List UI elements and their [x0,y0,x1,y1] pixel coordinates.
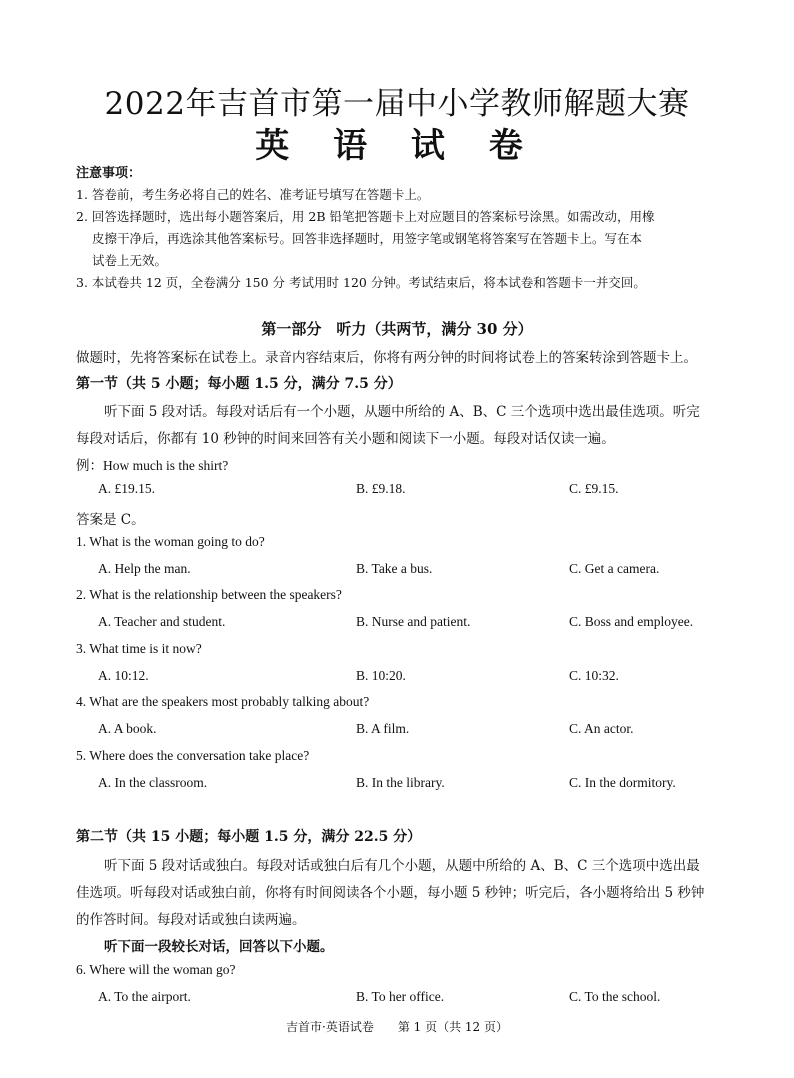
q6-option-b: B. To her office. [356,989,445,1004]
q3-option-c: C. 10:32. [569,668,619,683]
section2-instr-3: 的作答时间。每段对话或独白读两遍。 [76,912,306,928]
q1-option-b: B. Take a bus. [356,561,433,576]
example-option-a: A. £19.15. [98,481,155,496]
exam-subtitle: 英 语 试 卷 [255,126,539,166]
q6-option-c: C. To the school. [569,989,661,1004]
q4-option-c: C. An actor. [569,721,634,736]
notice-line-2c: 试卷上无效。 [92,253,168,268]
q3-option-a: A. 10:12. [98,668,149,683]
section1-instr-2: 每段对话后，你都有 10 秒钟的时间来回答有关小题和阅读下一小题。每段对话仅读一遍。 [76,431,615,447]
q4-option-b: B. A film. [356,721,410,736]
question-3: 3. What time is it now? [76,641,202,656]
question-2: 2. What is the relationship between the speakers? [76,587,342,602]
notice-line-3: 3. 本试卷共 12 页，全卷满分 150 分 考试用时 120 分钟。考试结束后，将本试卷和答题卡一并交回。 [76,275,646,290]
q1-option-a: A. Help the man. [98,561,191,576]
notice-line-1: 1. 答卷前，考生务必将自己的姓名、准考证号填写在答题卡上。 [76,187,430,202]
notice-line-2a: 2. 回答选择题时，选出每小题答案后，用 2B 铅笔把答题卡上对应题目的答案标号涂黑。如需改动，用橡 [76,209,655,224]
example-question: 例：How much is the shirt? [76,458,229,473]
q2-option-a: A. Teacher and student. [98,614,226,629]
q2-option-c: C. Boss and employee. [569,614,694,629]
question-5: 5. Where does the conversation take place? [76,748,310,763]
question-1: 1. What is the woman going to do? [76,534,265,549]
question-6: 6. Where will the woman go? [76,962,236,977]
section1-instr-1: 听下面 5 段对话。每段对话后有一个小题，从题中所给的 A、B、C 三个选项中选出最佳选项。听完 [104,404,700,420]
q5-option-a: A. In the classroom. [98,775,208,790]
q3-option-b: B. 10:20. [356,668,406,683]
section2-instr-1: 听下面 5 段对话或独白。每段对话或独白后有几个小题，从题中所给的 A、B、C 三个选项中选出最 [104,858,700,874]
q6-option-a: A. To the airport. [98,989,191,1004]
q4-option-a: A. A book. [98,721,157,736]
q5-option-c: C. In the dormitory. [569,775,676,790]
q5-option-b: B. In the library. [356,775,445,790]
q2-option-b: B. Nurse and patient. [356,614,471,629]
part1-intro: 做题时，先将答案标在试卷上。录音内容结束后，你将有两分钟的时间将试卷上的答案转涂到答题卡上。 [76,350,697,366]
notice-heading: 注意事项： [76,166,142,181]
question-4: 4. What are the speakers most probably talking about? [76,694,370,709]
exam-title: 2022年吉首市第一届中小学教师解题大赛 [104,86,690,122]
section2-heading: 第二节（共 15 小题；每小题 1.5 分，满分 22.5 分） [76,829,422,845]
page-footer: 吉首市·英语试卷 第 1 页（共 12 页） [286,1020,508,1034]
example-option-b: B. £9.18. [356,481,406,496]
section2-instr-2: 佳选项。听每段对话或独白前，你将有时间阅读各个小题，每小题 5 秒钟；听完后，各小题将给出 5 秒钟 [76,885,705,901]
section2-sub-instruction: 听下面一段较长对话，回答以下小题。 [104,939,334,955]
q1-option-c: C. Get a camera. [569,561,660,576]
example-answer: 答案是 C。 [76,512,145,528]
section1-heading: 第一节（共 5 小题；每小题 1.5 分，满分 7.5 分） [76,376,402,392]
example-option-c: C. £9.15. [569,481,619,496]
part1-heading: 第一部分 听力（共两节，满分 30 分） [261,320,533,338]
notice-line-2b: 皮擦干净后，再选涂其他答案标号。回答非选择题时，用签字笔或钢笔将答案写在答题卡上。写在本 [92,231,643,246]
